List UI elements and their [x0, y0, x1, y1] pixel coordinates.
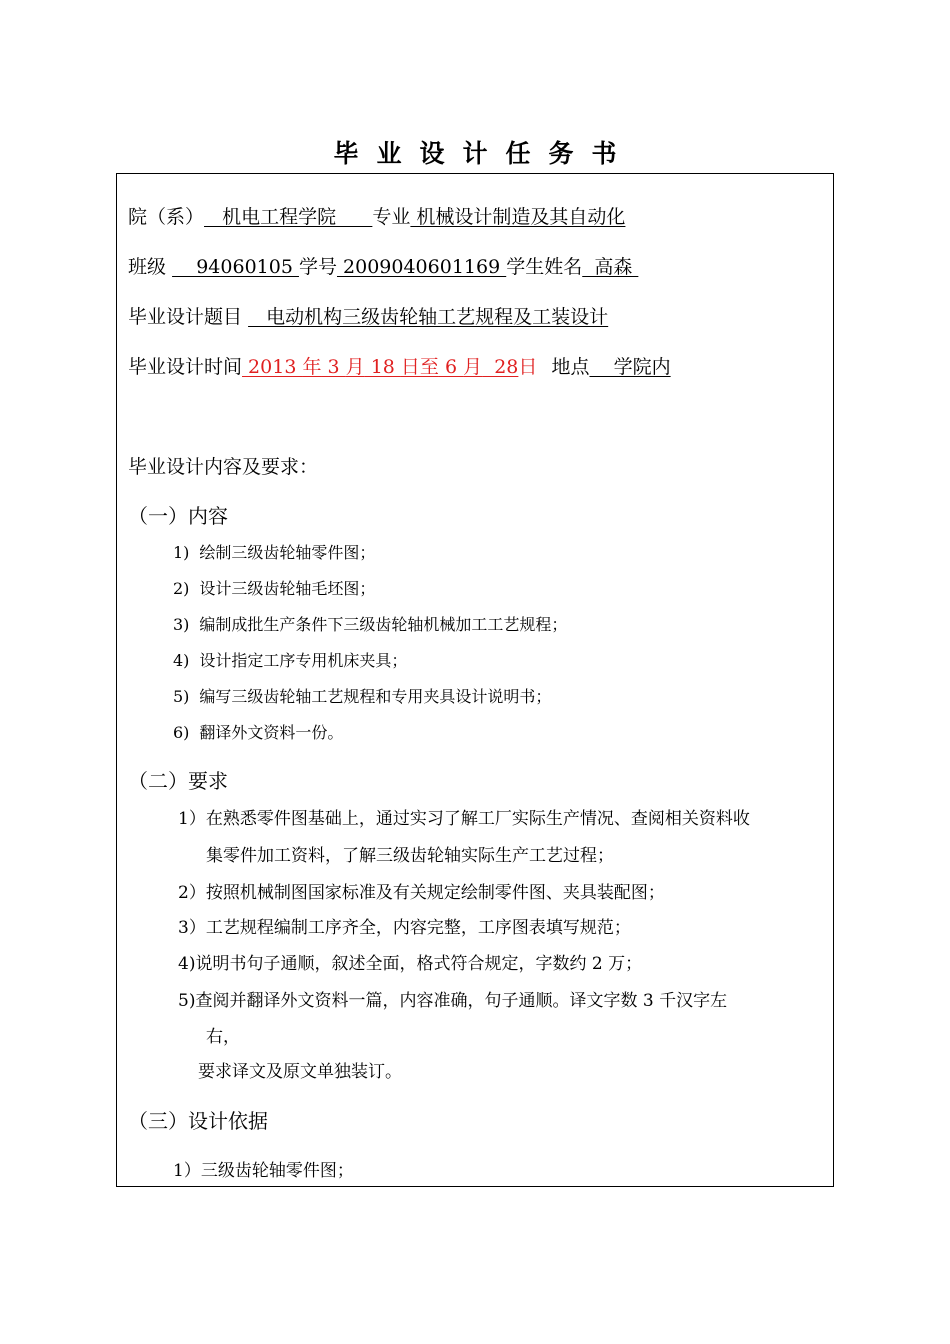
time-end-day: 28 [482, 356, 519, 378]
content-item: 4) 设计指定工序专用机床夹具； [173, 651, 408, 670]
department-row [128, 202, 625, 229]
section-basis-heading: （三）设计依据 [128, 1109, 268, 1133]
time-end-day-unit: 日 [518, 356, 538, 378]
content-item: 6) 翻译外文资料一份。 [173, 723, 344, 742]
page-title: 毕业设计任务书 [333, 139, 635, 168]
requirement-item-line: 2）按照机械制图国家标准及有关规定绘制零件图、夹具装配图； [178, 883, 665, 903]
time-label: 毕业设计时间 [128, 356, 243, 378]
topic-label: 毕业设计题目 [128, 306, 243, 328]
time-start-month: 3 [321, 356, 346, 378]
class-value: 94060105 [172, 256, 299, 278]
content-item: 1) 绘制三级齿轮轴零件图； [173, 543, 376, 562]
student-no-label: 学号 [298, 256, 337, 278]
class-label: 班级 [128, 256, 167, 278]
requirement-item-line: 要求译文及原文单独装订。 [198, 1062, 402, 1082]
time-end-month: 6 [438, 356, 464, 378]
basis-item: 1）三级齿轮轴零件图； [173, 1161, 354, 1181]
requirement-item-line: 3）工艺规程编制工序齐全，内容完整，工序图表填写规范； [178, 918, 631, 938]
topic-row [128, 302, 608, 329]
content-requirements-heading: 毕业设计内容及要求： [128, 456, 319, 478]
place-label: 地点 [551, 356, 590, 378]
requirement-item-line: 4)说明书句子通顺，叙述全面，格式符合规定，字数约 2 万； [178, 954, 643, 974]
time-year-unit: 年 [302, 356, 322, 378]
time-start-year: 2013 [242, 356, 303, 378]
student-no-value: 2009040601169 [336, 256, 507, 278]
time-row [128, 352, 671, 379]
student-name-label: 学生姓名 [506, 256, 583, 278]
time-month-unit: 月 [345, 356, 365, 378]
class-row [128, 252, 638, 279]
major-label: 专业 [372, 206, 411, 228]
department-label: 院（系） [128, 206, 205, 228]
topic-value: 电动机构三级齿轮轴工艺规程及工装设计 [248, 306, 609, 328]
department-value: 机电工程学院 [204, 206, 373, 228]
student-name-value: 高森 [582, 256, 639, 278]
content-item: 2) 设计三级齿轮轴毛坯图； [173, 579, 376, 598]
place-value: 学院内 [589, 356, 671, 378]
time-day-to: 日至 [400, 356, 439, 378]
major-value: 机械设计制造及其自动化 [410, 206, 626, 228]
requirement-item-line: 5)查阅并翻译外文资料一篇，内容准确，句子通顺。译文字数 3 千汉字左 [178, 991, 728, 1011]
requirement-item-line: 集零件加工资料，了解三级齿轮轴实际生产工艺过程； [206, 846, 614, 866]
section-content-heading: （一）内容 [128, 504, 228, 528]
content-item: 3) 编制成批生产条件下三级齿轮轴机械加工工艺规程； [173, 615, 568, 634]
time-end-month-unit: 月 [463, 356, 483, 378]
section-requirements-heading: （二）要求 [128, 769, 228, 793]
requirement-item-line: 右， [206, 1027, 240, 1047]
requirement-item-line: 1）在熟悉零件图基础上，通过实习了解工厂实际生产情况、查阅相关资料收 [178, 809, 750, 829]
content-item: 5) 编写三级齿轮轴工艺规程和专用夹具设计说明书； [173, 687, 552, 706]
time-start-day: 18 [364, 356, 401, 378]
